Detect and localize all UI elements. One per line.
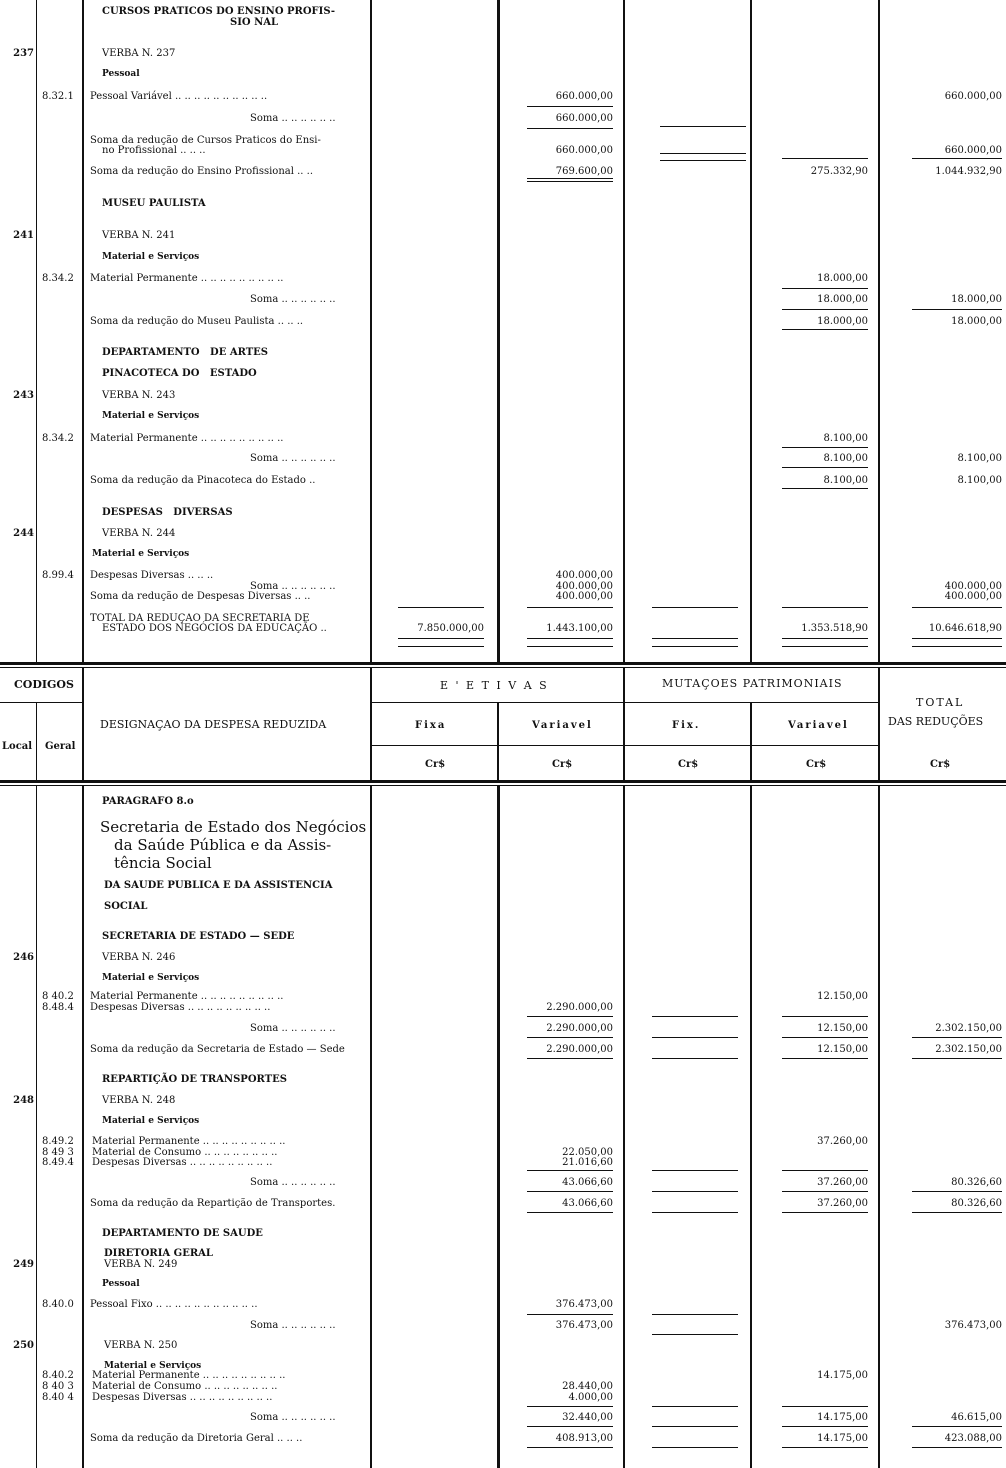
section-label: DESPESAS DIVERSAS <box>102 507 233 518</box>
item-description: Soma da redução da Pinacoteca do Estado .. <box>90 475 316 486</box>
item-description: Soma .. .. .. .. .. .. <box>250 1412 336 1423</box>
item-description: Pessoal Fixo .. .. .. .. .. .. .. .. .. .. .. <box>90 1299 258 1310</box>
header-crs-3: Cr$ <box>678 759 699 770</box>
amount-tot: 2.302.150,00 <box>935 1044 1002 1055</box>
item-description: VERBA N. 243 <box>102 390 176 401</box>
item-description: Despesas Diversas .. .. .. .. .. .. .. .. .. <box>90 1002 271 1013</box>
local-code: 249 <box>13 1259 34 1270</box>
amount-mv: 8.100,00 <box>823 433 868 444</box>
local-code: 246 <box>13 952 34 963</box>
section-label: SECRETARIA DE ESTADO — SEDE <box>102 931 295 942</box>
amount-tot: 1.044.932,90 <box>935 166 1002 177</box>
header-das-reducoes: DAS REDUÇÕES <box>888 715 984 728</box>
section-label: REPARTIÇÃO DE TRANSPORTES <box>102 1074 287 1085</box>
amount-tot: 10.646.618,90 <box>928 623 1002 634</box>
amount-tot: 400.000,00 <box>944 581 1002 592</box>
amount-mv: 8.100,00 <box>823 453 868 464</box>
section-heading: tência Social <box>114 854 212 872</box>
header-top-rule <box>0 662 1006 665</box>
item-description: Material de Consumo .. .. .. .. .. .. .. .. <box>92 1147 278 1158</box>
item-description: Soma da redução de Cursos Praticos do Ensi- <box>90 135 321 146</box>
geral-code: 8.49.2 <box>42 1136 74 1147</box>
amount-tot: 660.000,00 <box>944 145 1002 156</box>
amount-v: 22.050,00 <box>562 1147 613 1158</box>
amount-v: 660.000,00 <box>555 145 613 156</box>
amount-v: 2.290.000,00 <box>546 1002 613 1013</box>
amount-mv: 14.175,00 <box>817 1433 868 1444</box>
item-description: Material Permanente .. .. .. .. .. .. .. .. .. <box>92 1370 286 1381</box>
item-description: VERBA N. 244 <box>102 528 176 539</box>
geral-code: 8.32.1 <box>42 91 74 102</box>
amount-tot: 80.326,60 <box>951 1177 1002 1188</box>
item-description: Soma da redução da Diretoria Geral .. .. .. <box>90 1433 303 1444</box>
amount-tot: 8.100,00 <box>957 475 1002 486</box>
header-fixa: Fixa <box>415 720 447 731</box>
header-efetivas: E ' E T I V A S <box>440 679 549 692</box>
amount-mv: 14.175,00 <box>817 1370 868 1381</box>
item-description: Soma .. .. .. .. .. .. <box>250 581 336 592</box>
item-description: VERBA N. 241 <box>102 230 176 241</box>
item-description: Material Permanente .. .. .. .. .. .. .. .. .. <box>90 273 284 284</box>
section-label: Material e Serviços <box>104 1361 202 1371</box>
amount-tot: 660.000,00 <box>944 91 1002 102</box>
item-description: Soma da redução da Repartição de Transportes. <box>90 1198 336 1209</box>
amount-mv: 18.000,00 <box>817 316 868 327</box>
amount-v: 43.066,60 <box>562 1177 613 1188</box>
item-description: Soma da redução do Ensino Profissional .. .. <box>90 166 314 177</box>
header-variavel: Variavel <box>532 720 593 731</box>
section-label: PINACOTECA DO ESTADO <box>102 368 257 379</box>
item-description: TOTAL DA REDUÇAO DA SECRETARIA DE <box>90 613 310 624</box>
section-label: DIRETORIA GERAL <box>104 1248 213 1259</box>
amount-v: 4.000,00 <box>568 1392 613 1403</box>
geral-code: 8.34.2 <box>42 273 74 284</box>
geral-code: 8.40.0 <box>42 1299 74 1310</box>
amount-v: 2.290.000,00 <box>546 1023 613 1034</box>
item-description: VERBA N. 246 <box>102 952 176 963</box>
amount-tot: 18.000,00 <box>951 294 1002 305</box>
amount-v: 400.000,00 <box>555 570 613 581</box>
header-codigos: CODIGOS <box>14 678 74 691</box>
local-code: 237 <box>13 48 34 59</box>
amount-v: 32.440,00 <box>562 1412 613 1423</box>
item-description: Soma .. .. .. .. .. .. <box>250 1023 336 1034</box>
item-description: Soma .. .. .. .. .. .. <box>250 113 336 124</box>
geral-code: 8.40 4 <box>42 1392 74 1403</box>
item-description: Despesas Diversas .. .. .. <box>90 570 214 581</box>
geral-code: 8.99.4 <box>42 570 74 581</box>
section-label: Pessoal <box>102 1279 140 1289</box>
item-description: Soma da redução do Museu Paulista .. .. .. <box>90 316 304 327</box>
amount-v: 1.443.100,00 <box>546 623 613 634</box>
section-label: Material e Serviços <box>102 411 200 421</box>
header-crs-2: Cr$ <box>552 759 573 770</box>
local-code: 243 <box>13 390 34 401</box>
header-crs-4: Cr$ <box>806 759 827 770</box>
section-label: CURSOS PRATICOS DO ENSINO PROFIS- <box>102 6 336 17</box>
amount-mv: 37.260,00 <box>817 1198 868 1209</box>
amount-v: 376.473,00 <box>555 1299 613 1310</box>
geral-code: 8.48.4 <box>42 1002 74 1013</box>
local-code: 248 <box>13 1095 34 1106</box>
item-description: Despesas Diversas .. .. .. .. .. .. .. .. .. <box>92 1157 273 1168</box>
local-code: 241 <box>13 230 34 241</box>
header-crs-5: Cr$ <box>930 759 951 770</box>
section-label: PARAGRAFO 8.o <box>102 796 194 807</box>
local-code: 250 <box>13 1340 34 1351</box>
amount-tot: 8.100,00 <box>957 453 1002 464</box>
amount-tot: 2.302.150,00 <box>935 1023 1002 1034</box>
header-local: Local <box>2 741 33 752</box>
header-geral: Geral <box>45 741 76 752</box>
item-description: VERBA N. 248 <box>102 1095 176 1106</box>
geral-code: 8.49.4 <box>42 1157 74 1168</box>
section-label: DEPARTAMENTO DE ARTES <box>102 347 269 358</box>
item-description: VERBA N. 237 <box>102 48 176 59</box>
header-bottom-rule <box>0 780 1006 783</box>
item-description: Soma .. .. .. .. .. .. <box>250 453 336 464</box>
amount-v: 660.000,00 <box>555 91 613 102</box>
amount-v: 28.440,00 <box>562 1381 613 1392</box>
section-label: Material e Serviços <box>102 1116 200 1126</box>
amount-mv: 37.260,00 <box>817 1177 868 1188</box>
amount-mv: 8.100,00 <box>823 475 868 486</box>
geral-code: 8.40.2 <box>42 1370 74 1381</box>
amount-mv: 12.150,00 <box>817 1023 868 1034</box>
item-description: VERBA N. 250 <box>104 1340 178 1351</box>
item-description: Pessoal Variável .. .. .. .. .. .. .. .. .. .. <box>90 91 268 102</box>
item-description: Soma da redução da Secretaria de Estado — Sede <box>90 1044 345 1055</box>
amount-mv: 1.353.518,90 <box>801 623 868 634</box>
geral-code: 8.34.2 <box>42 433 74 444</box>
amount-tot: 400.000,00 <box>944 591 1002 602</box>
item-description: Soma da redução de Despesas Diversas .. .. <box>90 591 311 602</box>
section-label: Pessoal <box>102 69 140 79</box>
item-description: Material de Consumo .. .. .. .. .. .. .. .. <box>92 1381 278 1392</box>
section-label: MUSEU PAULISTA <box>102 198 206 209</box>
item-description: VERBA N. 249 <box>104 1259 178 1270</box>
header-crs-1: Cr$ <box>425 759 446 770</box>
amount-v: 2.290.000,00 <box>546 1044 613 1055</box>
amount-tot: 423.088,00 <box>944 1433 1002 1444</box>
amount-f: 7.850.000,00 <box>417 623 484 634</box>
section-label: Material e Serviços <box>102 252 200 262</box>
amount-v: 400.000,00 <box>555 581 613 592</box>
amount-tot: 46.615,00 <box>951 1412 1002 1423</box>
amount-v: 408.913,00 <box>555 1433 613 1444</box>
geral-code: 8 40.2 <box>42 991 74 1002</box>
section-label: DA SAUDE PUBLICA E DA ASSISTENCIA <box>104 880 333 891</box>
section-heading: da Saúde Pública e da Assis- <box>114 836 332 854</box>
amount-mv: 14.175,00 <box>817 1412 868 1423</box>
local-code: 244 <box>13 528 34 539</box>
item-description: Soma .. .. .. .. .. .. <box>250 294 336 305</box>
item-description: Material Permanente .. .. .. .. .. .. .. .. .. <box>90 991 284 1002</box>
item-description: ESTADO DOS NEGÓCIOS DA EDUCAÇÃO .. <box>102 623 327 634</box>
amount-v: 400.000,00 <box>555 591 613 602</box>
section-heading: Secretaria de Estado dos Negócios <box>100 818 367 836</box>
section-label: SIO NAL <box>230 17 279 28</box>
item-description: Soma .. .. .. .. .. .. <box>250 1320 336 1331</box>
amount-v: 660.000,00 <box>555 113 613 124</box>
amount-tot: 80.326,60 <box>951 1198 1002 1209</box>
amount-tot: 376.473,00 <box>944 1320 1002 1331</box>
amount-v: 769.600,00 <box>555 166 613 177</box>
item-description: Material Permanente .. .. .. .. .. .. .. .. .. <box>92 1136 286 1147</box>
header-designacao: DESIGNAÇAO DA DESPESA REDUZIDA <box>100 718 327 731</box>
amount-tot: 18.000,00 <box>951 316 1002 327</box>
header-variavel-mut: Variavel <box>788 720 849 731</box>
section-label: SOCIAL <box>104 901 148 912</box>
item-description: Despesas Diversas .. .. .. .. .. .. .. .. .. <box>92 1392 273 1403</box>
amount-mv: 18.000,00 <box>817 273 868 284</box>
section-label: DEPARTAMENTO DE SAUDE <box>102 1228 263 1239</box>
amount-v: 43.066,60 <box>562 1198 613 1209</box>
amount-mv: 12.150,00 <box>817 991 868 1002</box>
section-label: Material e Serviços <box>92 549 190 559</box>
header-mutacoes: MUTAÇOES PATRIMONIAIS <box>662 677 843 690</box>
amount-mv: 37.260,00 <box>817 1136 868 1147</box>
amount-mv: 275.332,90 <box>810 166 868 177</box>
section-label: Material e Serviços <box>102 973 200 983</box>
header-total: TOTAL <box>916 696 965 709</box>
item-description: no Profissional .. .. .. <box>102 145 206 156</box>
amount-mv: 12.150,00 <box>817 1044 868 1055</box>
item-description: Soma .. .. .. .. .. .. <box>250 1177 336 1188</box>
amount-mv: 18.000,00 <box>817 294 868 305</box>
header-fixa-mut: Fix. <box>672 720 701 731</box>
geral-code: 8 40 3 <box>42 1381 74 1392</box>
geral-code: 8 49 3 <box>42 1147 74 1158</box>
item-description: Material Permanente .. .. .. .. .. .. .. .. .. <box>90 433 284 444</box>
amount-v: 376.473,00 <box>555 1320 613 1331</box>
amount-v: 21.016,60 <box>562 1157 613 1168</box>
